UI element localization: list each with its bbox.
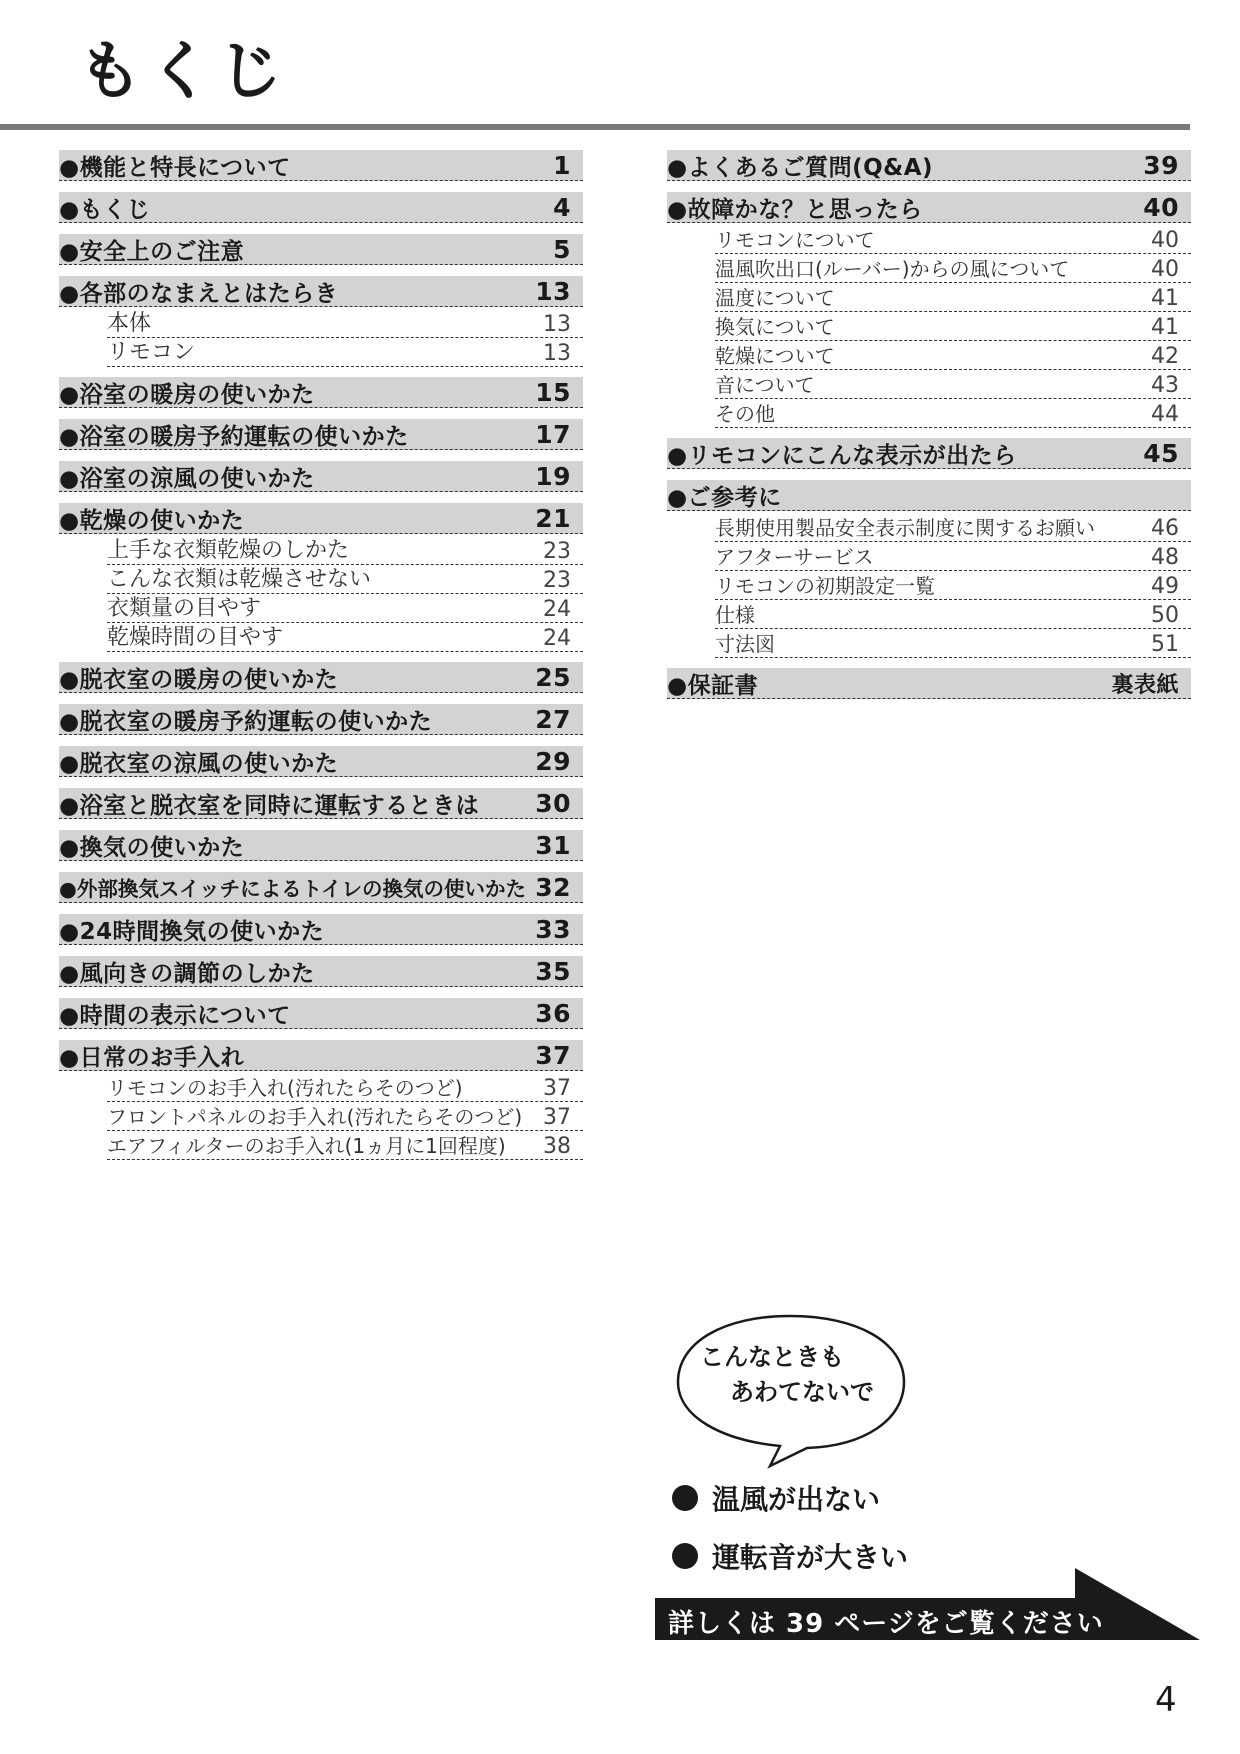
bullet-icon: [672, 1485, 698, 1511]
toc-section-row: [59, 830, 583, 861]
toc-subsection-page: 40: [1151, 257, 1179, 282]
toc-subsection-row: [107, 623, 583, 652]
toc-section-row: [59, 788, 583, 819]
toc-subsection-page: 13: [543, 312, 571, 337]
toc-subsection-label: こんな衣類は乾燥させない: [107, 567, 372, 592]
toc-subsection-page: 44: [1151, 402, 1179, 427]
toc-subsection-label: 衣類量の目やす: [107, 596, 262, 621]
toc-subsection-label: 音について: [715, 373, 815, 397]
toc-subsection-label: 本体: [107, 311, 152, 336]
toc-section-row: [59, 150, 583, 181]
toc-subsection-page: 43: [1151, 373, 1179, 398]
toc-section-label: ●各部のなまえとはたらき: [59, 280, 339, 307]
toc-subsection-list: [667, 513, 1191, 658]
toc-subsection-row: [715, 370, 1191, 399]
bubble-line-1: こんなときも: [700, 1343, 844, 1371]
toc-left-column: [59, 150, 583, 1170]
toc-subsection-row: [107, 1073, 583, 1102]
toc-section-label: ●日常のお手入れ: [59, 1044, 245, 1071]
page-number: 4: [1155, 1680, 1177, 1720]
toc-section-page: 15: [535, 377, 571, 407]
toc-section-row: [59, 956, 583, 987]
toc-section-page: 45: [1143, 438, 1179, 468]
toc-section-row: [59, 192, 583, 223]
toc-section-label: ●リモコンにこんな表示が出たら: [667, 442, 1017, 469]
toc-section-page: 5: [553, 234, 571, 264]
toc-section-page: 29: [535, 746, 571, 776]
toc-right-column: [667, 150, 1191, 710]
toc-section-label: ●外部換気スイッチによるトイレの換気の使いかた: [59, 877, 527, 901]
bullet-icon: [672, 1543, 698, 1569]
toc-section-label: ●脱衣室の涼風の使いかた: [59, 750, 339, 777]
toc-section-page: 35: [535, 956, 571, 986]
toc-section-page: 36: [535, 998, 571, 1028]
toc-subsection-page: 51: [1151, 632, 1179, 657]
toc-section-label: ●脱衣室の暖房予約運転の使いかた: [59, 708, 433, 735]
toc-subsection-page: 42: [1151, 344, 1179, 369]
toc-section-row: [667, 668, 1191, 699]
toc-section-row: [667, 480, 1191, 511]
toc-section-label: ●時間の表示について: [59, 1002, 291, 1029]
toc-section-page: 27: [535, 704, 571, 734]
page-title: もくじ: [78, 35, 288, 109]
toc-subsection-label: アフターサービス: [715, 545, 874, 569]
toc-subsection-page: 46: [1151, 516, 1179, 541]
toc-subsection-page: 40: [1151, 228, 1179, 253]
toc-subsection-row: [107, 1131, 583, 1160]
toc-subsection-label: 上手な衣類乾燥のしかた: [107, 538, 350, 563]
toc-subsection-row: [107, 1102, 583, 1131]
toc-section-label: ●浴室と脱衣室を同時に運転するときは: [59, 792, 480, 819]
toc-subsection-label: フロントパネルのお手入れ(汚れたらそのつど): [107, 1105, 523, 1129]
toc-subsection-list: [59, 309, 583, 367]
toc-subsection-row: [107, 536, 583, 565]
symptom-label: 温風が出ない: [712, 1483, 881, 1516]
toc-subsection-row: [715, 399, 1191, 428]
toc-section-label: ●乾燥の使いかた: [59, 507, 245, 534]
toc-subsection-row: [715, 542, 1191, 571]
speech-bubble: [672, 1312, 902, 1460]
toc-subsection-label: リモコン: [107, 340, 196, 365]
toc-subsection-page: 49: [1151, 574, 1179, 599]
toc-subsection-row: [715, 283, 1191, 312]
toc-subsection-page: 50: [1151, 603, 1179, 628]
toc-section-row: [59, 461, 583, 492]
toc-section-row: [59, 1040, 583, 1071]
toc-subsection-row: [715, 629, 1191, 658]
toc-section-label: ●よくあるご質問(Q&A): [667, 154, 934, 181]
toc-subsection-row: [715, 312, 1191, 341]
toc-section-page: 4: [553, 192, 571, 222]
toc-section-page: 裏表紙: [1111, 672, 1179, 698]
speech-bubble-text: [700, 1340, 890, 1410]
toc-subsection-page: 23: [543, 568, 571, 593]
toc-section-page: 39: [1143, 150, 1179, 180]
toc-section-label: ●保証書: [667, 672, 759, 699]
toc-subsection-page: 23: [543, 539, 571, 564]
toc-subsection-label: 換気について: [715, 315, 835, 339]
toc-subsection-page: 24: [543, 597, 571, 622]
toc-subsection-row: [715, 225, 1191, 254]
toc-subsection-list: [59, 536, 583, 652]
toc-section-row: [59, 377, 583, 408]
toc-subsection-page: 41: [1151, 315, 1179, 340]
toc-subsection-row: [107, 338, 583, 367]
toc-section-label: ●もくじ: [59, 196, 151, 223]
reference-banner-text: 詳しくは 39 ページをご覧ください: [668, 1609, 1104, 1639]
title-divider: [0, 124, 1190, 130]
toc-section-row: [59, 503, 583, 534]
toc-section-page: 37: [535, 1040, 571, 1070]
toc-section-page: 17: [535, 419, 571, 449]
toc-subsection-page: 48: [1151, 545, 1179, 570]
toc-section-page: 40: [1143, 192, 1179, 222]
toc-subsection-page: 38: [543, 1134, 571, 1159]
toc-section-page: 25: [535, 662, 571, 692]
toc-section-page: 31: [535, 830, 571, 860]
toc-subsection-page: 13: [543, 341, 571, 366]
toc-section-label: ●ご参考に: [667, 484, 782, 511]
toc-subsection-row: [107, 565, 583, 594]
toc-subsection-label: リモコンの初期設定一覧: [715, 574, 935, 598]
toc-section-label: ●浴室の暖房予約運転の使いかた: [59, 423, 409, 450]
toc-section-page: 33: [535, 914, 571, 944]
toc-section-label: ●24時間換気の使いかた: [59, 918, 325, 945]
toc-section-row: [59, 998, 583, 1029]
toc-subsection-label: 寸法図: [715, 632, 775, 656]
toc-subsection-row: [107, 309, 583, 338]
toc-section-row: [667, 438, 1191, 469]
toc-subsection-row: [715, 254, 1191, 283]
toc-subsection-label: エアフィルターのお手入れ(1ヵ月に1回程度): [107, 1134, 506, 1158]
toc-section-label: ●脱衣室の暖房の使いかた: [59, 666, 339, 693]
toc-subsection-row: [107, 594, 583, 623]
toc-subsection-label: 長期使用製品安全表示制度に関するお願い: [715, 516, 1095, 540]
bubble-line-2: あわてないで: [730, 1377, 874, 1406]
toc-subsection-page: 41: [1151, 286, 1179, 311]
symptom-item: [672, 1478, 880, 1518]
toc-subsection-row: [715, 513, 1191, 542]
toc-section-row: [59, 704, 583, 735]
toc-section-page: 1: [553, 150, 571, 180]
toc-section-row: [59, 746, 583, 777]
toc-subsection-label: 温度について: [715, 286, 835, 310]
toc-subsection-row: [715, 571, 1191, 600]
toc-section-page: 30: [535, 788, 571, 818]
toc-section-page: 13: [535, 276, 571, 306]
toc-subsection-page: 24: [543, 626, 571, 651]
toc-subsection-row: [715, 600, 1191, 629]
toc-section-label: ●風向きの調節のしかた: [59, 960, 315, 987]
toc-subsection-label: 乾燥について: [715, 344, 835, 368]
toc-subsection-label: 仕様: [715, 603, 755, 627]
toc-subsection-label: リモコンについて: [715, 228, 875, 252]
toc-section-label: ●浴室の涼風の使いかた: [59, 465, 315, 492]
toc-section-row: [59, 276, 583, 307]
toc-subsection-list: [59, 1073, 583, 1160]
toc-subsection-page: 37: [543, 1076, 571, 1101]
toc-subsection-list: [667, 225, 1191, 428]
toc-section-row: [59, 234, 583, 265]
toc-section-page: 32: [535, 872, 571, 902]
toc-section-row: [667, 192, 1191, 223]
toc-section-label: ●機能と特長について: [59, 154, 291, 181]
toc-subsection-label: その他: [715, 402, 775, 426]
toc-section-row: [59, 872, 583, 903]
toc-subsection-row: [715, 341, 1191, 370]
toc-subsection-label: 乾燥時間の目やす: [107, 625, 284, 650]
toc-section-row: [59, 419, 583, 450]
toc-section-label: ●故障かな？と思ったら: [667, 196, 923, 223]
toc-section-label: ●浴室の暖房の使いかた: [59, 381, 315, 408]
toc-section-row: [59, 662, 583, 693]
toc-section-label: ●換気の使いかた: [59, 834, 245, 861]
toc-subsection-label: 温風吹出口(ルーバー)からの風について: [715, 257, 1070, 281]
symptom-label: 運転音が大きい: [712, 1541, 909, 1574]
toc-section-row: [667, 150, 1191, 181]
toc-subsection-label: リモコンのお手入れ(汚れたらそのつど): [107, 1076, 463, 1100]
toc-subsection-page: 37: [543, 1105, 571, 1130]
toc-section-page: 21: [535, 503, 571, 533]
toc-section-page: 19: [535, 461, 571, 491]
toc-section-label: ●安全上のご注意: [59, 238, 245, 265]
toc-section-row: [59, 914, 583, 945]
